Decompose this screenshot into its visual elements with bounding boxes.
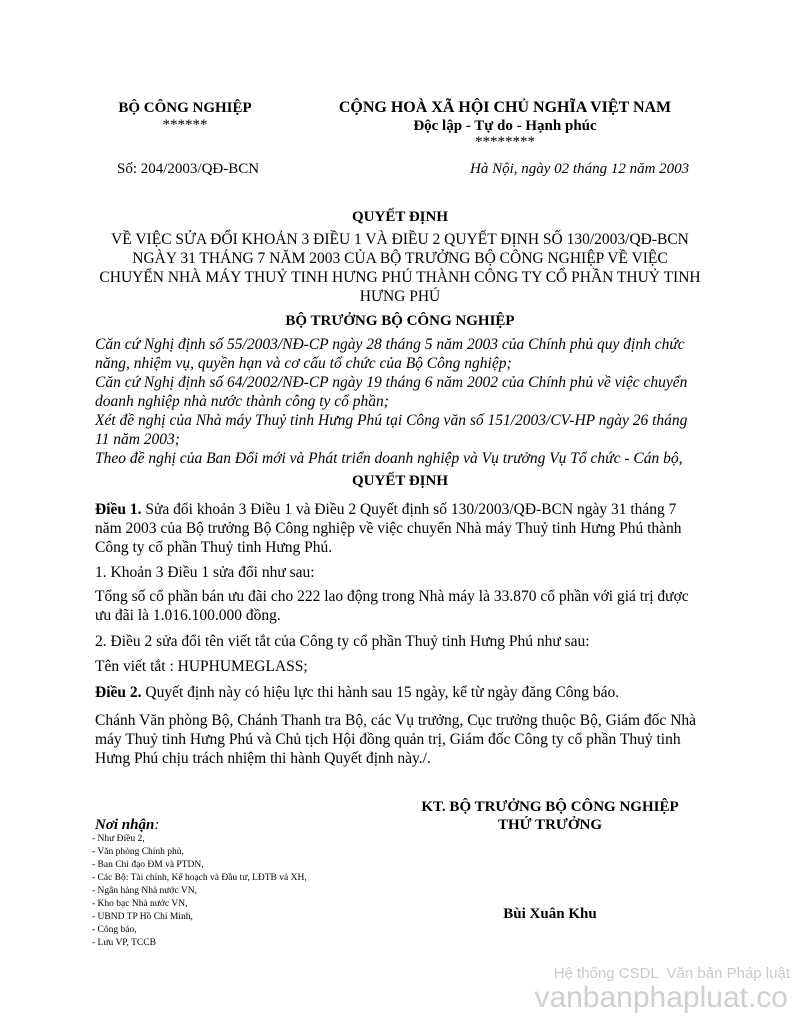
decision-title: QUYẾT ĐỊNH bbox=[352, 209, 448, 225]
recipients-list bbox=[92, 833, 307, 950]
national-motto: Độc lập - Tự do - Hạnh phúc bbox=[413, 118, 597, 134]
article-1-text: Sửa đổi khoản 3 Điều 1 và Điều 2 Quyết định số 130/2003/QĐ-BCN ngày 31 tháng 7 bbox=[141, 501, 677, 518]
recipient-item: - Ban Chỉ đạo ĐM và PTDN, bbox=[92, 860, 204, 870]
article-2-text: Quyết định này có hiệu lực thi hành sau 15 ngày, kể từ ngày đăng Công báo. bbox=[141, 684, 620, 701]
subject-line: VỀ VIỆC SỬA ĐỔI KHOẢN 3 ĐIỀU 1 VÀ ĐIỀU 2 QUYẾT ĐỊNH SỐ 130/2003/QĐ-BCN bbox=[111, 231, 689, 248]
ministry-stars: ****** bbox=[162, 117, 208, 133]
recipient-item: - Lưu VP, TCCB bbox=[92, 938, 156, 948]
signature-position: THỨ TRƯỞNG bbox=[497, 817, 603, 833]
article-1-item-1-text bbox=[95, 587, 735, 625]
item-1-line: ưu đãi là 1.016.100.000 đồng. bbox=[95, 607, 281, 624]
subject-line: CHUYỂN NHÀ MÁY THUỶ TINH HƯNG PHÚ THÀNH CÔNG TY CỔ PHẦN THUỶ TINH bbox=[99, 269, 701, 286]
preamble-line: 11 năm 2003; bbox=[95, 431, 180, 448]
item-1-line: Tổng số cổ phần bán ưu đãi cho 222 lao động trong Nhà máy là 33.870 cổ phần với giá trị được bbox=[95, 588, 689, 605]
recipient-item: - Các Bộ: Tài chính, Kế hoạch và Đầu tư, LĐTB và XH, bbox=[92, 873, 307, 883]
recipient-item: - UBND TP Hồ Chí Minh, bbox=[92, 912, 193, 922]
motto-stars: ******** bbox=[475, 134, 535, 150]
closing-line: Hưng Phú chịu trách nhiệm thi hành Quyết định này./. bbox=[95, 750, 431, 767]
preamble-line: doanh nghiệp nhà nước thành công ty cổ phần; bbox=[95, 393, 389, 410]
ministry-name: BỘ CÔNG NGHIỆP bbox=[118, 100, 252, 116]
watermark-site-name: vanbanphapluat.co bbox=[534, 981, 788, 1014]
recipient-item: - Văn phòng Chính phủ, bbox=[92, 847, 184, 857]
article-1 bbox=[95, 500, 735, 557]
recipients-heading-text: Nơi nhận bbox=[95, 817, 155, 833]
preamble bbox=[95, 335, 735, 468]
recipients-heading-colon: : bbox=[154, 817, 160, 833]
closing-line: máy Thuỷ tinh Hưng Phú và Chủ tịch Hội đồng quản trị, Giám đốc Công ty cổ phần Thuỷ tinh bbox=[95, 731, 681, 748]
document-number: Số: 204/2003/QĐ-BCN bbox=[117, 161, 260, 177]
decision-heading: QUYẾT ĐỊNH bbox=[352, 473, 448, 489]
article-1-line bbox=[95, 500, 735, 519]
preamble-line: Theo đề nghị của Ban Đổi mới và Phát triển doanh nghiệp và Vụ trưởng Vụ Tổ chức - Cán bộ, bbox=[95, 450, 683, 467]
signature-title: KT. BỘ TRƯỞNG BỘ CÔNG NGHIỆP bbox=[421, 799, 679, 815]
article-2-label: Điều 2. bbox=[95, 684, 142, 701]
document-date: Hà Nội, ngày 02 tháng 12 năm 2003 bbox=[470, 161, 690, 177]
subject-line: HƯNG PHÚ bbox=[359, 288, 441, 305]
article-1-item-2: 2. Điều 2 sửa đổi tên viết tắt của Công ty cổ phần Thuỷ tinh Hưng Phú như sau: bbox=[95, 633, 590, 650]
signer-name: Bùi Xuân Khu bbox=[503, 906, 597, 922]
article-1-label: Điều 1. bbox=[95, 501, 142, 518]
preamble-line: Căn cứ Nghị định số 64/2002/NĐ-CP ngày 19 tháng 6 năm 2002 của Chính phủ về việc chuyển bbox=[95, 374, 688, 391]
recipient-item: - Công báo, bbox=[92, 925, 137, 935]
recipient-item: - Như Điều 2, bbox=[92, 834, 145, 844]
preamble-line: Xét đề nghị của Nhà máy Thuỷ tinh Hưng Phú tại Công văn số 151/2003/CV-HP ngày 26 tháng bbox=[95, 412, 688, 429]
decision-subject bbox=[80, 230, 720, 306]
recipient-item: - Ngân hàng Nhà nước VN, bbox=[92, 886, 197, 896]
issuing-authority: BỘ TRƯỞNG BỘ CÔNG NGHIỆP bbox=[285, 313, 515, 329]
abbreviated-name: Tên viết tắt : HUPHUMEGLASS; bbox=[95, 658, 308, 675]
article-1-line: Công ty cổ phần Thuỷ tinh Hưng Phú. bbox=[95, 539, 333, 556]
preamble-line: năng, nhiệm vụ, quyền hạn và cơ cấu tổ chức của Bộ Công nghiệp; bbox=[95, 355, 512, 372]
closing-paragraph bbox=[95, 711, 735, 768]
country-name: CỘNG HOÀ XÃ HỘI CHỦ NGHĨA VIỆT NAM bbox=[338, 99, 672, 116]
recipient-item: - Kho bạc Nhà nước VN, bbox=[92, 899, 188, 909]
closing-line: Chánh Văn phòng Bộ, Chánh Thanh tra Bộ, các Vụ trưởng, Cục trưởng thuộc Bộ, Giám đốc Nhà bbox=[95, 712, 697, 729]
subject-line: NGÀY 31 THÁNG 7 NĂM 2003 CỦA BỘ TRƯỞNG BỘ CÔNG NGHIỆP VỀ VIỆC bbox=[132, 250, 668, 267]
article-1-item-1: 1. Khoản 3 Điều 1 sửa đổi như sau: bbox=[95, 564, 315, 581]
article-1-line: năm 2003 của Bộ trưởng Bộ Công nghiệp về việc chuyển Nhà máy Thuỷ tinh Hưng Phú thành bbox=[95, 520, 682, 537]
watermark-system-label: Hệ thống CSDL Văn bản Pháp luật bbox=[553, 965, 790, 982]
article-2 bbox=[95, 683, 619, 702]
preamble-line: Căn cứ Nghị định số 55/2003/NĐ-CP ngày 28 tháng 5 năm 2003 của Chính phủ quy định chức bbox=[95, 336, 685, 353]
